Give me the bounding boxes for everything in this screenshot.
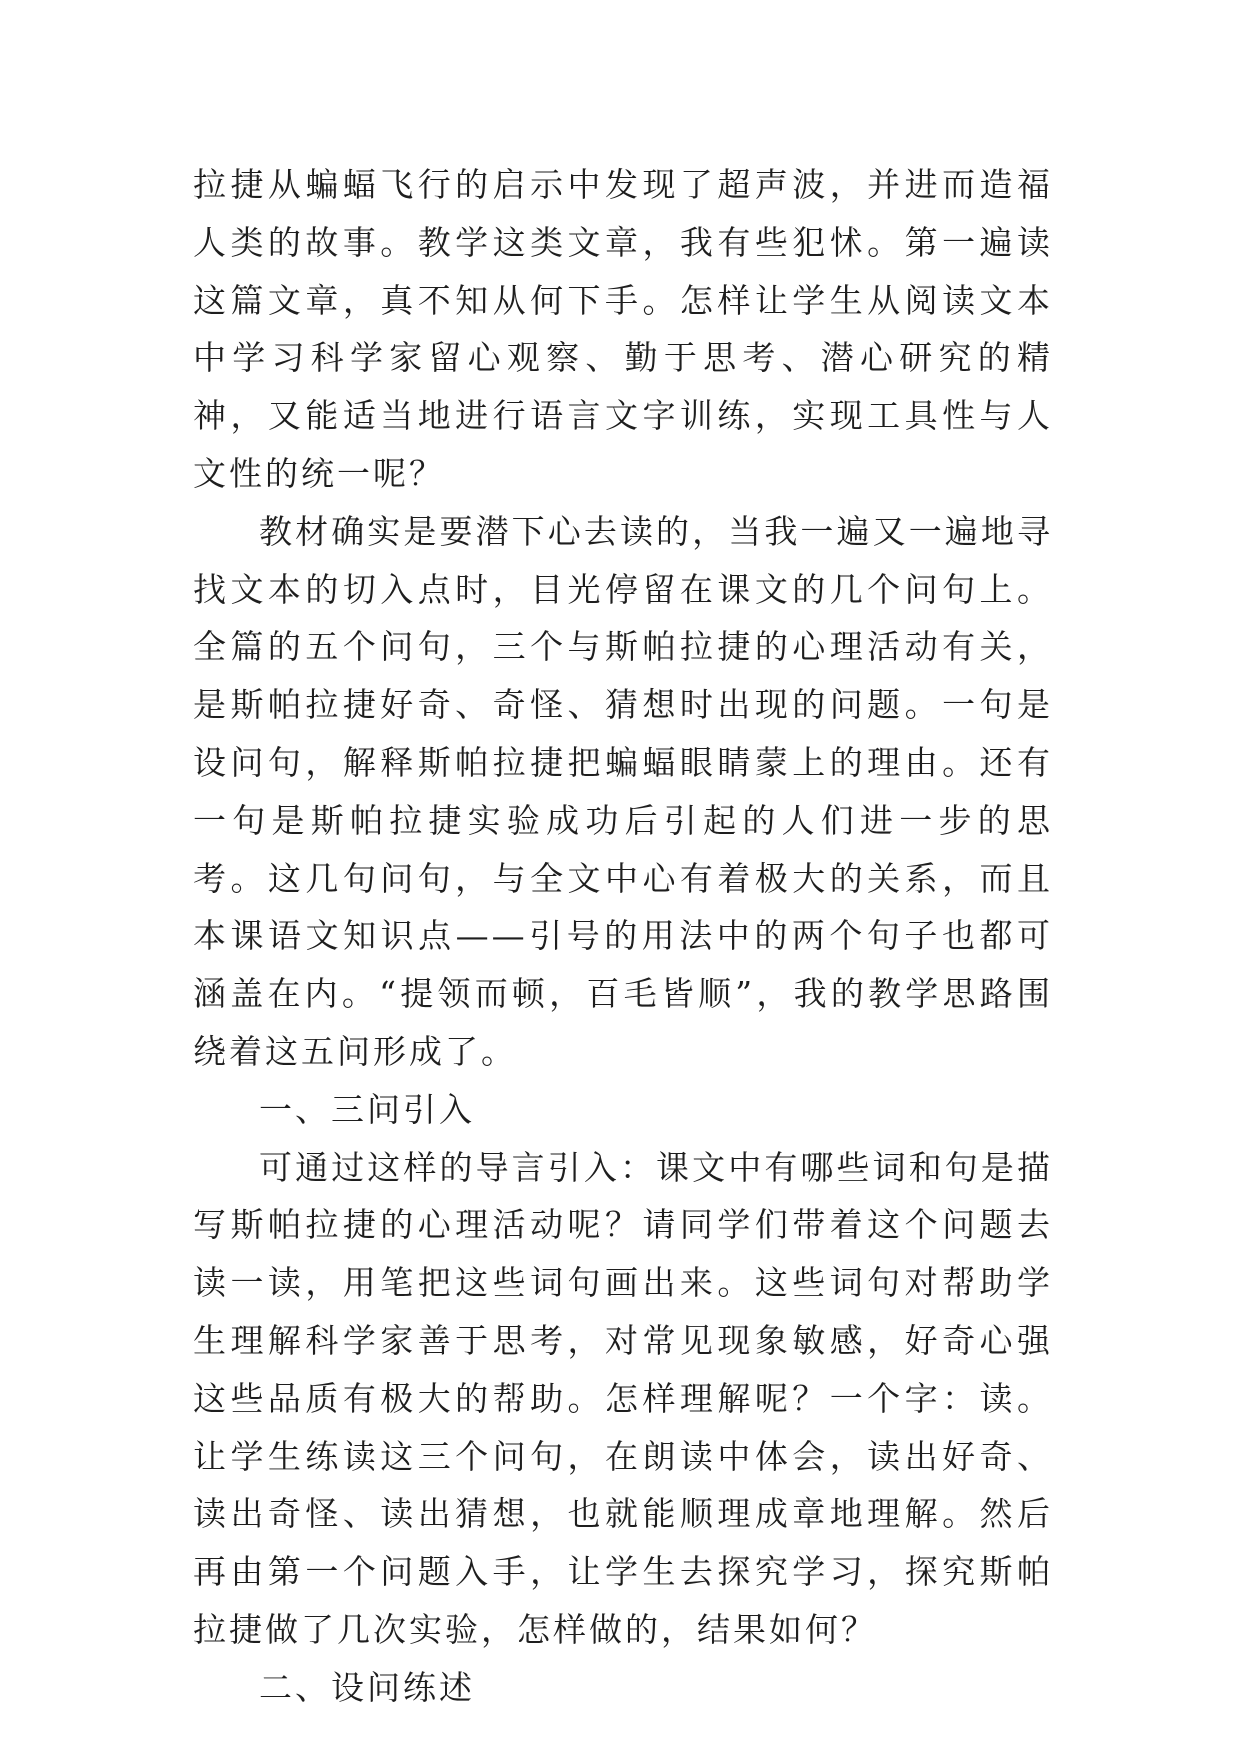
section-heading-2: 二、设问练述 bbox=[259, 1667, 475, 1707]
paragraph-continuation: 拉捷从蝙蝠飞行的启示中发现了超声波，并进而造福人类的故事。教学这类文章，我有些犯怵。第一遍读这篇文章，真不知从何下手。怎样让学生从阅读文本中学习科学家留心观察、勤于思考、潜心研究的精神，又能适当地进行语言文字训练，实现工具性与人文性的统一呢？ bbox=[193, 165, 1053, 493]
document-body bbox=[193, 156, 1053, 1717]
paragraph-textbook-reading: 教材确实是要潜下心去读的，当我一遍又一遍地寻找文本的切入点时，目光停留在课文的几个问句上。全篇的五个问句，三个与斯帕拉捷的心理活动有关，是斯帕拉捷好奇、奇怪、猜想时出现的问题。一句是设问句，解释斯帕拉捷把蝙蝠眼睛蒙上的理由。还有一句是斯帕拉捷实验成功后引起的人们进一步的思考。这几句问句，与全文中心有着极大的关系，而且本课语文知识点——引号的用法中的两个句子也都可涵盖在内。“提领而顿，百毛皆顺”，我的教学思路围绕着这五问形成了。 bbox=[193, 511, 1053, 1071]
section-heading-1: 一、三问引入 bbox=[259, 1089, 475, 1129]
paragraph-introduction: 可通过这样的导言引入：课文中有哪些词和句是描写斯帕拉捷的心理活动呢？请同学们带着这个问题去读一读，用笔把这些词句画出来。这些词句对帮助学生理解科学家善于思考，对常见现象敏感，好奇心强这些品质有极大的帮助。怎样理解呢？一个字：读。让学生练读这三个问句，在朗读中体会，读出好奇、读出奇怪、读出猜想，也就能顺理成章地理解。然后再由第一个问题入手，让学生去探究学习，探究斯帕拉捷做了几次实验，怎样做的，结果如何？ bbox=[193, 1147, 1053, 1649]
